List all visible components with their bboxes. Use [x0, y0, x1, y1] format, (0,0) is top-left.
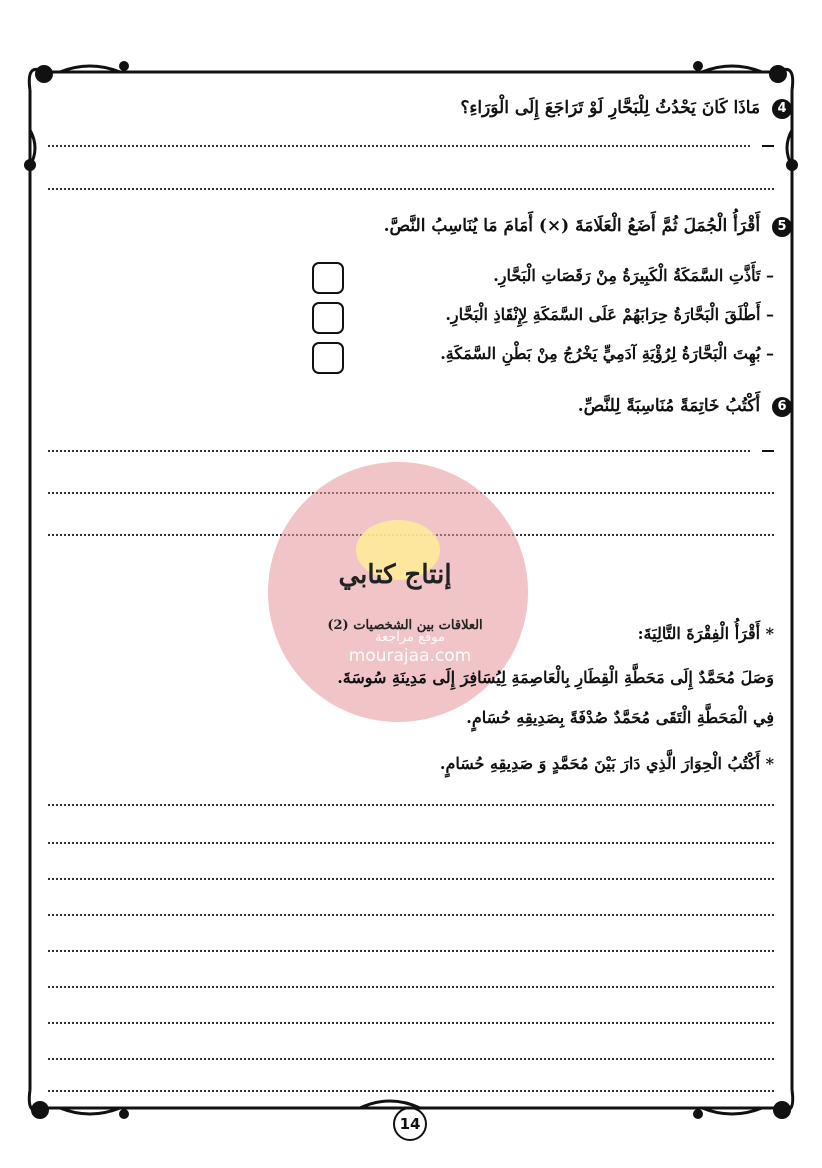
question-number-badge: 6: [772, 397, 792, 417]
writing-line[interactable]: [48, 804, 774, 806]
writing-line[interactable]: [48, 842, 774, 844]
answer-checkbox-2[interactable]: [312, 302, 344, 334]
writing-line[interactable]: [48, 914, 774, 916]
section-subtitle: العلاقات بين الشخصيات (2): [327, 618, 483, 633]
question-6: [40, 394, 792, 418]
writing-line[interactable]: [48, 1090, 774, 1092]
section-title: إنتاج كتابي: [338, 560, 452, 590]
statement-item-2: – أَطْلَقَ الْبَحَّارَةُ حِرَابَهُمْ عَلَى السَّمَكَةِ لِإِنْقَاذِ الْبَحَّارِ.: [445, 305, 774, 324]
question-number-badge: 4: [772, 99, 792, 119]
answer-line[interactable]: [48, 145, 750, 147]
question-4: [40, 96, 792, 120]
question-5: [40, 214, 792, 238]
answer-line[interactable]: [48, 450, 750, 452]
answer-dash: [762, 450, 774, 452]
question-number-badge: 5: [772, 217, 792, 237]
paragraph-line-1: وَصَلَ مُحَمَّدٌ إِلَى مَحَطَّةِ الْقِطَارِ بِالْعَاصِمَةِ لِيُسَافِرَ إِلَى مَدِينَةِ سُوسَةَ.: [337, 668, 774, 687]
writing-line[interactable]: [48, 986, 774, 988]
watermark-site-arabic: موقع مراجعة: [375, 630, 445, 645]
writing-line[interactable]: [48, 1022, 774, 1024]
page-number: 14: [393, 1107, 427, 1141]
read-instruction: * أَقْرَأُ الْفِقْرَةَ التَّالِيَةَ:: [637, 624, 774, 643]
statement-item-3: – بُهِتَ الْبَحَّارَةُ لِرُؤْيَةِ آدَمِيٍّ يَخْرُجُ مِنْ بَطْنِ السَّمَكَةِ.: [440, 344, 774, 363]
writing-line[interactable]: [48, 950, 774, 952]
answer-checkbox-3[interactable]: [312, 342, 344, 374]
question-6-text: أَكْتُبُ خَاتِمَةً مُنَاسِبَةً لِلنَّصِّ.: [577, 396, 761, 416]
writing-task: * أَكْتُبُ الْحِوَارَ الَّذِي دَارَ بَيْنَ مُحَمَّدٍ وَ صَدِيقِهِ حُسَامٍ.: [439, 754, 774, 773]
question-5-text: أَقْرَأُ الْجُمَلَ ثُمَّ أَضَعُ الْعَلَامَةَ (×) أَمَامَ مَا يُنَاسِبُ النَّصَّ.: [383, 216, 761, 236]
paragraph-line-2: فِي الْمَحَطَّةِ الْتَقَى مُحَمَّدٌ صُدْفَةً بِصَدِيقِهِ حُسَامٍ.: [466, 708, 774, 727]
answer-line[interactable]: [48, 188, 774, 190]
watermark-site: mourajaa.com: [348, 646, 472, 666]
writing-line[interactable]: [48, 878, 774, 880]
question-4-text: مَاذَا كَانَ يَحْدُثُ لِلْبَحَّارِ لَوْ تَرَاجَعَ إِلَى الْوَرَاءِ؟: [460, 98, 761, 118]
statement-item-1: – تَأَذَّتِ السَّمَكَةُ الْكَبِيرَةُ مِنْ رَقَصَاتِ الْبَحَّارِ.: [493, 266, 774, 285]
answer-dash: [762, 145, 774, 147]
writing-line[interactable]: [48, 1058, 774, 1060]
answer-checkbox-1[interactable]: [312, 262, 344, 294]
